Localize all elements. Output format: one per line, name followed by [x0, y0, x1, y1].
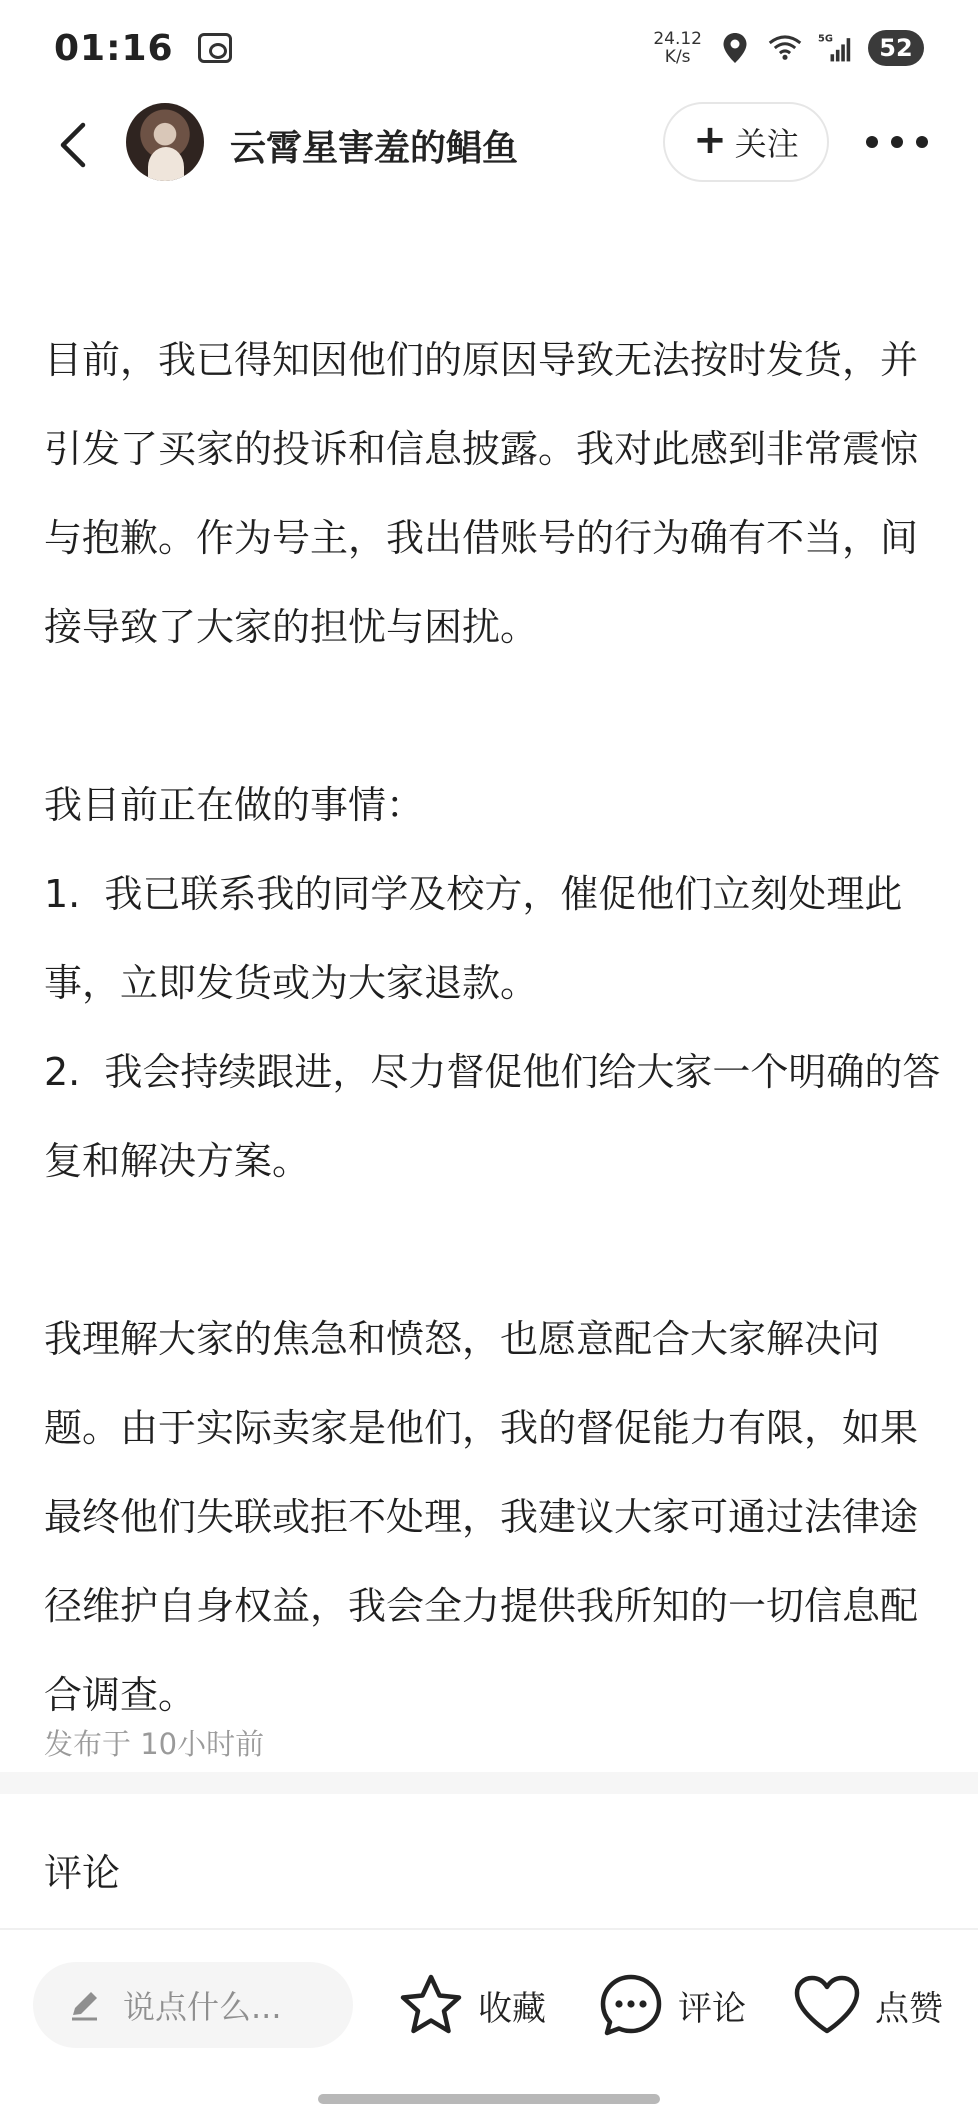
heart-icon	[793, 1974, 861, 2036]
comment-input-placeholder: 说点什么...	[123, 1988, 282, 2026]
network-speed	[653, 30, 702, 66]
comments-title: 评论	[44, 1851, 121, 1895]
follow-button[interactable]	[663, 102, 829, 182]
post-paragraph: 1. 我已联系我的同学及校方，催促他们立刻处理此事，立即发货或为大家退款。	[44, 872, 903, 1005]
section-divider	[0, 1772, 978, 1794]
like-label: 点赞	[875, 1988, 943, 2029]
battery-icon: 52	[868, 30, 924, 66]
screen-cast-icon	[198, 33, 232, 63]
paragraph-gap	[44, 672, 944, 761]
star-icon	[398, 1973, 464, 2037]
status-bar	[0, 0, 978, 96]
favorite-button[interactable]	[398, 1970, 546, 2040]
status-time: 01:16	[54, 27, 174, 69]
back-arrow-icon	[57, 122, 87, 168]
post-paragraph: 2. 我会持续跟进，尽力督促他们给大家一个明确的答复和解决方案。	[44, 1050, 941, 1183]
more-dots-icon	[866, 136, 878, 148]
pen-icon	[69, 1989, 101, 2021]
post-paragraph: 我理解大家的焦急和愤怒，也愿意配合大家解决问题。由于实际卖家是他们，我的督促能力有限，如果最终他们失联或拒不处理，我建议大家可通过法律途径维护自身权益，我会全力提供我所知的一切信息配合调查。	[44, 1317, 919, 1717]
more-dots-icon	[916, 136, 928, 148]
author-name[interactable]: 云霄星害羞的鲳鱼	[230, 128, 519, 169]
publish-time: 发布于 10小时前	[44, 1727, 265, 1761]
avatar[interactable]	[126, 103, 204, 181]
back-button[interactable]	[50, 118, 94, 172]
comment-bubble-icon	[598, 1972, 664, 2038]
status-indicators	[653, 30, 924, 66]
post-paragraph: 我目前正在做的事情：	[44, 783, 425, 827]
post-header	[0, 100, 978, 190]
paragraph-gap	[44, 1206, 944, 1295]
comment-button[interactable]	[598, 1970, 746, 2040]
wifi-icon	[768, 31, 802, 65]
signal-icon	[818, 31, 852, 65]
more-options-button[interactable]	[866, 122, 928, 162]
comment-input[interactable]	[33, 1962, 353, 2048]
bottom-action-bar	[0, 1928, 978, 2082]
network-speed-value: 24.12	[653, 29, 702, 49]
favorite-label: 收藏	[478, 1988, 546, 2029]
more-dots-icon	[891, 136, 903, 148]
network-speed-unit: K/s	[664, 47, 691, 67]
location-icon	[718, 31, 752, 65]
post-paragraph: 目前，我已得知因他们的原因导致无法按时发货，并引发了买家的投诉和信息披露。我对此感到非常震惊与抱歉。作为号主，我出借账号的行为确有不当，间接导致了大家的担忧与困扰。	[44, 338, 919, 649]
home-indicator[interactable]	[318, 2094, 660, 2104]
like-button[interactable]	[793, 1970, 943, 2040]
comment-label: 评论	[678, 1988, 746, 2029]
plus-icon: +	[693, 117, 727, 163]
network-type-label: 5G	[818, 33, 833, 45]
post-body	[44, 316, 944, 1740]
follow-label: 关注	[734, 125, 799, 163]
